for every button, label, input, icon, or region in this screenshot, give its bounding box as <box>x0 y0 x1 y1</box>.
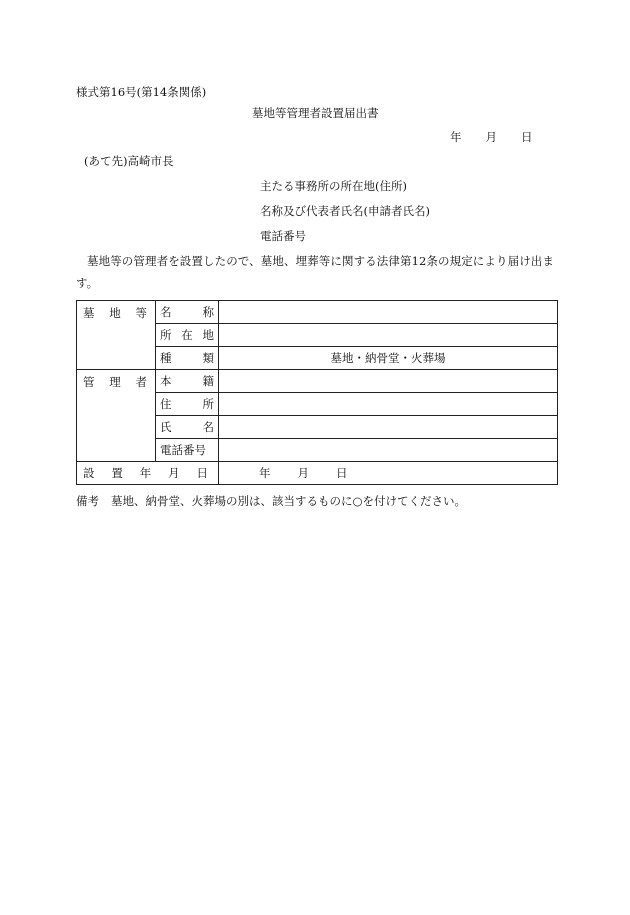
remark-text: 墓地、納骨堂、火葬場の別は、該当するものに○を付けてください。 <box>111 494 467 508</box>
table-row <box>77 370 558 393</box>
address-label: 住 所 <box>156 393 219 416</box>
type-value[interactable]: 墓地・納骨堂・火葬場 <box>219 347 558 370</box>
phone-label: 電話番号 <box>260 229 306 243</box>
date-month-label: 月 <box>485 130 497 144</box>
cemetery-group-label: 墓 地 等 <box>77 301 156 370</box>
submission-date <box>450 132 533 144</box>
name-label: 名 称 <box>156 301 219 324</box>
install-date-field[interactable]: 年 月 日 <box>219 462 558 485</box>
domicile-field[interactable] <box>219 370 558 393</box>
person-name-label: 氏 名 <box>156 416 219 439</box>
applicant-name-label: 名称及び代表者氏名(申請者氏名) <box>260 204 430 218</box>
remark <box>76 496 466 508</box>
document-title: 墓地等管理者設置届出書 <box>252 106 379 120</box>
date-year-label: 年 <box>450 130 462 144</box>
remark-label: 備考 <box>76 494 99 508</box>
manager-phone-field[interactable] <box>219 439 558 462</box>
location-field[interactable] <box>219 324 558 347</box>
person-name-field[interactable] <box>219 416 558 439</box>
manager-phone-label: 電話番号 <box>156 439 219 462</box>
form-table <box>76 300 558 485</box>
type-label: 種 類 <box>156 347 219 370</box>
location-label: 所 在 地 <box>156 324 219 347</box>
name-field[interactable] <box>219 301 558 324</box>
addressee: (あて先)高崎市長 <box>84 154 174 168</box>
domicile-label: 本 籍 <box>156 370 219 393</box>
form-number: 様式第16号(第14条関係) <box>76 85 207 99</box>
address-field[interactable] <box>219 393 558 416</box>
table-row <box>77 462 558 485</box>
date-day-label: 日 <box>521 130 533 144</box>
table-row <box>77 301 558 324</box>
office-address-label: 主たる事務所の所在地(住所) <box>260 179 407 193</box>
install-date-label: 設 置 年 月 日 <box>77 462 219 485</box>
manager-group-label: 管 理 者 <box>77 370 156 462</box>
body-text: 墓地等の管理者を設置したので、墓地、埋葬等に関する法律第12条の規定により届け出ます。 <box>76 254 554 290</box>
